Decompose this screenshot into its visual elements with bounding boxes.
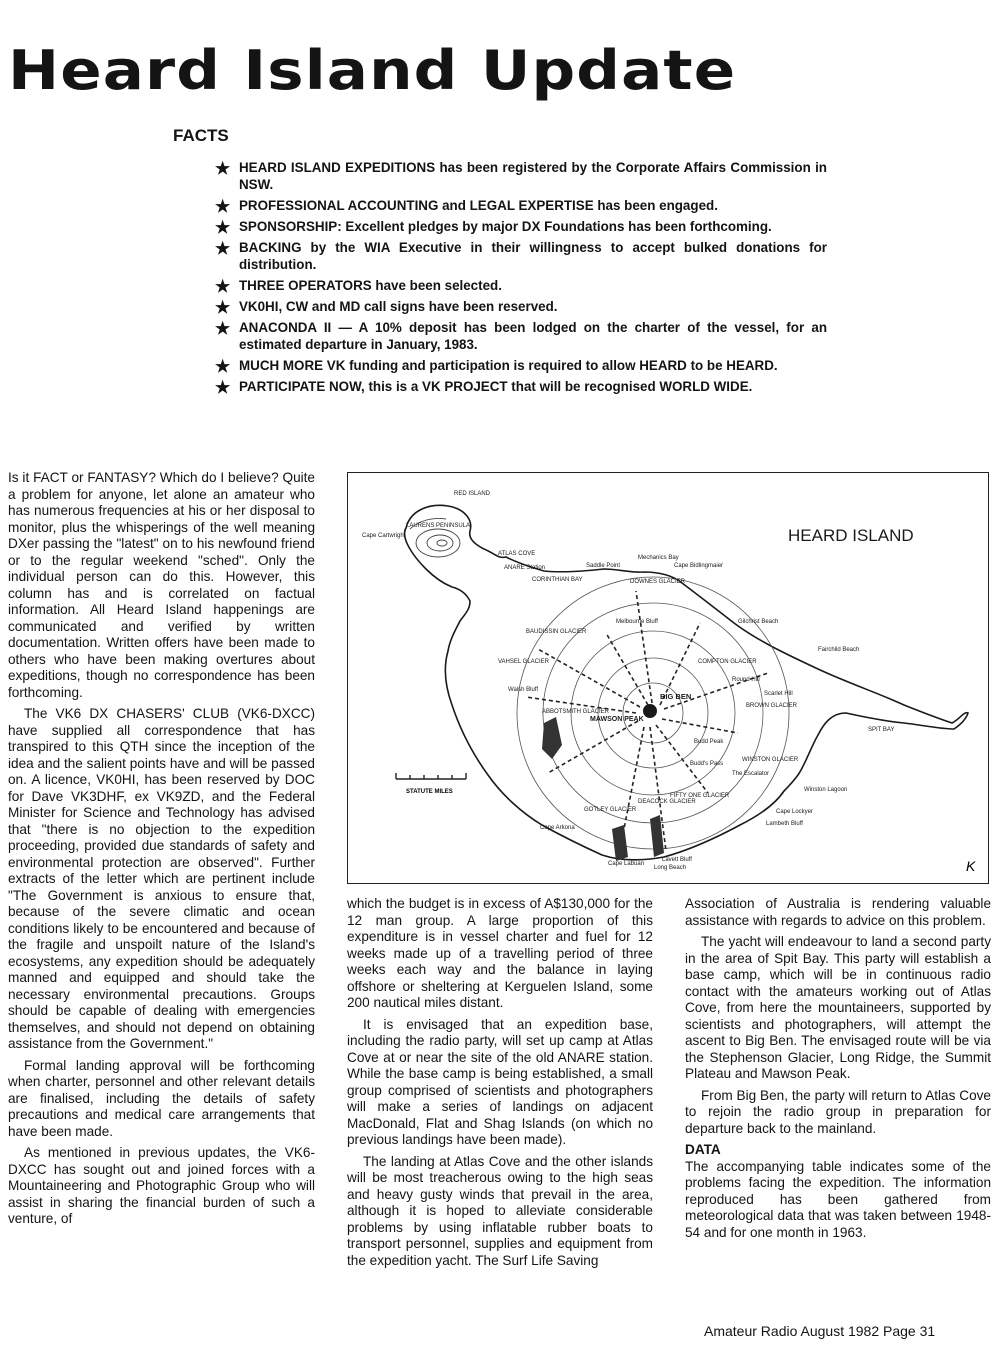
label-brown-glacier: BROWN GLACIER bbox=[746, 703, 798, 709]
scale-bar bbox=[396, 773, 466, 779]
fact-item bbox=[215, 319, 827, 353]
fact-text: PARTICIPATE NOW, this is a VK PROJECT that will be recognised WORLD WIDE. bbox=[239, 379, 753, 394]
star-icon: ★ bbox=[215, 378, 231, 397]
article-paragraph: From Big Ben, the party will return to Atlas Cove to rejoin the radio group in preparation for departure back to the mainland. bbox=[685, 1087, 991, 1136]
label-long-beach: Long Beach bbox=[654, 865, 687, 871]
star-icon: ★ bbox=[215, 319, 231, 338]
fact-item bbox=[215, 159, 827, 193]
label-saddle-point: Saddle Point bbox=[586, 563, 621, 569]
label-corinthian-bay: CORINTHIAN BAY bbox=[532, 577, 583, 583]
label-cape-bidlingmaier: Cape Bidlingmaier bbox=[674, 563, 724, 569]
label-big-ben: BIG BEN bbox=[660, 692, 692, 701]
label-atlas-cove: ATLAS COVE bbox=[498, 551, 536, 557]
fact-text: MUCH MORE VK funding and participation is required to allow HEARD to be HEARD. bbox=[239, 358, 778, 373]
fact-text: VK0HI, CW and MD call signs have been reserved. bbox=[239, 299, 558, 314]
article-paragraph: As mentioned in previous updates, the VK6-DXCC has sought out and joined forces with a Mountaineering and Photographic Group who will assist in sharing the financial burden of such a venture, of bbox=[8, 1145, 315, 1226]
article-paragraph: Association of Australia is rendering valuable assistance with regards to advice on this problem. bbox=[685, 896, 991, 928]
article-column-3 bbox=[685, 896, 991, 1246]
article-column-2 bbox=[347, 896, 653, 1274]
island-coastline bbox=[405, 505, 969, 859]
fact-item bbox=[215, 298, 827, 315]
label-round-hill: Round Hill bbox=[732, 677, 760, 683]
star-icon: ★ bbox=[215, 357, 231, 376]
label-vahsel-glacier: VAHSEL GLACIER bbox=[498, 659, 550, 665]
map-drawing bbox=[348, 473, 988, 883]
label-cape-cartwright: Cape Cartwright bbox=[362, 533, 406, 539]
label-lambeth-bluff: Lambeth Bluff bbox=[766, 821, 803, 827]
label-winston-lagoon: Winston Lagoon bbox=[804, 787, 848, 793]
label-cape-lockyer: Cape Lockyer bbox=[776, 809, 814, 815]
fact-item bbox=[215, 277, 827, 294]
facts-list bbox=[215, 159, 827, 399]
fact-item bbox=[215, 378, 827, 395]
label-budd-peak: Budd Peak bbox=[694, 739, 724, 745]
star-icon: ★ bbox=[215, 239, 231, 258]
label-lavett-bluff: Lavett Bluff bbox=[662, 857, 692, 863]
article-paragraph: It is envisaged that an expedition base, including the radio party, will set up camp at Atlas Cove at or near the site of the old ANARE station. While the base camp is being established, a small group comprised of scientists and photographers will make a series of landings on adjacent MacDonald, Flat and Shag Islands (on which no previous landings have been made). bbox=[347, 1016, 653, 1147]
article-paragraph: The yacht will endeavour to land a second party in the area of Spit Bay. This party will establish a base camp, which will be in continuous radio contact with the amateurs working out of Atlas Cove, from here the mountaineers, supported by scientists and photographers, will attempt the ascent to Big Ben. The envisaged route will be via the Stephenson Glacier, Long Ridge, the Summit Plateau and Mawson Peak. bbox=[685, 934, 991, 1081]
star-icon: ★ bbox=[215, 298, 231, 317]
heard-island-map bbox=[347, 472, 989, 884]
article-column-1 bbox=[8, 470, 315, 1233]
label-mechanics-bay: Mechanics Bay bbox=[638, 555, 679, 561]
fact-text: BACKING by the WIA Executive in their willingness to accept bulked donations for distribution. bbox=[239, 240, 827, 272]
label-deacock-glacier: DEACOCK GLACIER bbox=[638, 799, 696, 805]
label-mawson-peak: MAWSON PEAK bbox=[590, 716, 644, 723]
article-paragraph: The landing at Atlas Cove and the other islands will be most treacherous owing to the high seas and heavy gusty winds that prevail in the area, although it is hoped to alleviate considerable problems by using inflatable rubber boats to transport personnel, supplies and equipment from the expedition yacht. The Surf Life Saving bbox=[347, 1153, 653, 1268]
place-labels bbox=[362, 491, 894, 871]
label-fifty-one-glacier: FIFTY ONE GLACIER bbox=[670, 793, 730, 799]
label-laurens-peninsula: LAURENS PENINSULA bbox=[406, 523, 471, 529]
label-downes-glacier: DOWNES GLACIER bbox=[630, 579, 686, 585]
label-baudissin-glacier: BAUDISSIN GLACIER bbox=[526, 629, 587, 635]
star-icon: ★ bbox=[215, 277, 231, 296]
article-paragraph: Is it FACT or FANTASY? Which do I believe? Quite a problem for anyone, let alone an amateur who has numerous frequencies at his or her disposal to monitor, plus the whisperings of the well meaning DXer passing the "latest" on to his newfound friend or to the regular weekend "sched". Only the individual person can do this. However, this column has and is correlated on factual information. All Heard Island happenings are communicated and verified by written documentation. Written offers have been made to others who have been making overtures about expeditions, though no correspondence has been forthcoming. bbox=[8, 470, 315, 700]
label-cape-labuan: Cape Labuan bbox=[608, 861, 645, 867]
summit-crater bbox=[643, 704, 657, 718]
label-gilchrist-beach: Gilchrist Beach bbox=[738, 619, 779, 625]
map-signature: K bbox=[966, 858, 976, 874]
data-section-heading: DATA bbox=[685, 1142, 721, 1157]
label-fairchild-beach: Fairchild Beach bbox=[818, 647, 860, 653]
page-footer: Amateur Radio August 1982 Page 31 bbox=[704, 1323, 936, 1339]
page-title: Heard Island Update bbox=[8, 39, 737, 102]
article-paragraph: The VK6 DX CHASERS' CLUB (VK6-DXCC) have supplied all correspondence that has transpired to this QTH since the inception of the idea and the salient points have and will be passed on. A licence, VK0HI, has been reserved by DOC for Dave VK3DHF, ex VK9ZD, and the Federal Minister for Science and Technology has advised that "there is no objection to the expedition proceeding, provided due standards of safety and environmental protection are observed". Further extracts of the letter which are pertinent include "The Government is anxious to ensure that, because of the severe climatic and ocean conditions likely to be encountered and because of the fragile and unspoilt nature of the Island's ecosystems, any expedition should be adequately manned and equipped and should take the necessary environmental precautions. Groups should be capable of dealing with emergencies themselves, and should not depend on obtaining assistance from the Government." bbox=[8, 706, 315, 1051]
fact-text: PROFESSIONAL ACCOUNTING and LEGAL EXPERTISE has been engaged. bbox=[239, 198, 718, 213]
label-gotley-glacier: GOTLEY GLACIER bbox=[584, 807, 637, 813]
star-icon: ★ bbox=[215, 218, 231, 237]
label-cape-arkona: Cape Arkona bbox=[540, 825, 575, 831]
article-paragraph: which the budget is in excess of A$130,000 for the 12 man group. A large proportion of this expenditure is in vessel charter and fuel for 12 weeks made up of a travelling period of three weeks each way and the balance in laying offshore or sheltering at Kerguelen Island, some 200 nautical miles distant. bbox=[347, 896, 653, 1010]
label-abbotsmith-glacier: ABBOTSMITH GLACIER bbox=[542, 709, 610, 715]
fact-item bbox=[215, 357, 827, 374]
data-paragraph: The accompanying table indicates some of the problems facing the expedition. The information reproduced has been gathered from meteorological data that was taken between 1948-54 and for one month in 1963. bbox=[685, 1158, 991, 1240]
label-spit-bay: SPIT BAY bbox=[868, 727, 895, 733]
fact-item bbox=[215, 197, 827, 214]
star-icon: ★ bbox=[215, 197, 231, 216]
fact-item bbox=[215, 218, 827, 235]
fact-text: ANACONDA II — A 10% deposit has been lodged on the charter of the vessel, for an estimated departure in January, 1983. bbox=[239, 320, 827, 352]
label-the-escalator: The Escalator bbox=[732, 771, 770, 777]
label-walsh-bluff: Walsh Bluff bbox=[508, 687, 539, 693]
label-melbourne-bluff: Melbourne Bluff bbox=[616, 619, 658, 625]
fact-text: SPONSORSHIP: Excellent pledges by major DX Foundations has been forthcoming. bbox=[239, 219, 772, 234]
label-winston-glacier: WINSTON GLACIER bbox=[742, 757, 799, 763]
article-paragraph: Formal landing approval will be forthcoming when charter, personnel and other relevant details are finalised, including the details of safety precautions and medical care arrangements that have been made. bbox=[8, 1057, 315, 1139]
fact-text: HEARD ISLAND EXPEDITIONS has been registered by the Corporate Affairs Commission in NSW. bbox=[239, 160, 827, 192]
facts-heading: FACTS bbox=[173, 126, 229, 145]
label-compton-glacier: COMPTON GLACIER bbox=[698, 659, 757, 665]
label-budd-pass: Budd's Pass bbox=[690, 761, 724, 767]
fact-item bbox=[215, 239, 827, 273]
label-anare-station: ANARE Station bbox=[504, 565, 546, 571]
fact-text: THREE OPERATORS have been selected. bbox=[239, 278, 502, 293]
map-title: HEARD ISLAND bbox=[788, 526, 914, 545]
star-icon: ★ bbox=[215, 159, 231, 178]
label-red-island: RED ISLAND bbox=[454, 491, 491, 497]
label-scarlet-hill: Scarlet Hill bbox=[764, 691, 793, 697]
scale-label: STATUTE MILES bbox=[406, 789, 453, 795]
